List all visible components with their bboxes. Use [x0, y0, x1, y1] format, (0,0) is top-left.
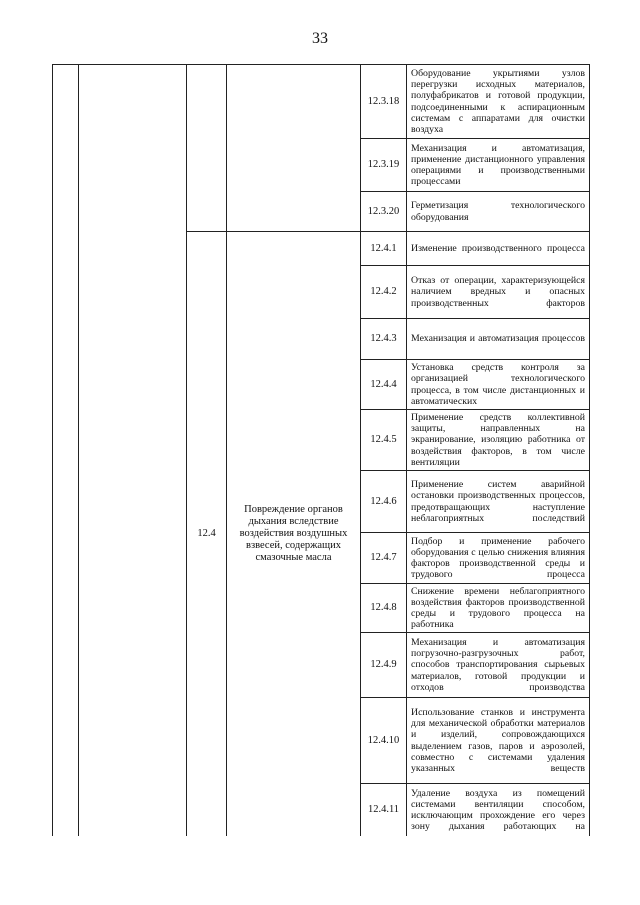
measure-text: Снижение времени неблагоприятного воздействия факторов производственной среды и трудового процесса на работника: [411, 585, 585, 631]
hazard-code-cell: 12.4: [197, 528, 216, 539]
measure-cell: [407, 533, 589, 583]
code-cell: 12.4.6: [370, 495, 397, 507]
code-cell: 12.4.10: [367, 734, 400, 746]
measure-cell: [407, 698, 589, 783]
measure-text: Механизация и автоматизация, применение дистанционного управления операциями и производственными процессами: [411, 142, 585, 188]
measure-text: Удаление воздуха из помещений системами вентиляции способом, исключающим прохождение его через зону дыхания работающих на: [411, 787, 585, 833]
measure-text: Механизация и автоматизация погрузочно-разгрузочных работ, способов транспортирования сырьевых материалов, готовой продукции и отходов производства: [411, 636, 585, 693]
code-cell: 12.3.20: [367, 205, 400, 217]
measure-cell: [407, 319, 589, 359]
code-cell: 12.4.8: [370, 602, 397, 613]
measure-cell: [407, 65, 589, 138]
code-cell: 12.4.1: [370, 242, 397, 254]
measure-text: Применение систем аварийной остановки производственных процессов, предотвращающих наступление неблагоприятных последствий: [411, 479, 585, 524]
page-number: 33: [312, 30, 328, 47]
measure-cell: [407, 584, 589, 632]
measure-text: Использование станков и инструмента для механической обработки материалов и изделий, сопровождающихся выделением газов, паров и аэрозолей, совместно с системами удаления указанных веществ: [411, 706, 585, 774]
code-cell: 12.4.9: [370, 659, 397, 670]
code-cell: 12.4.5: [370, 434, 397, 445]
measure-cell: [407, 266, 589, 318]
code-cell: 12.4.3: [370, 333, 397, 344]
code-cell: 12.4.4: [370, 378, 397, 390]
table-border-right: [589, 64, 590, 836]
code-cell: 12.4.11: [367, 804, 400, 815]
measure-text: Изменение производственного процесса: [411, 242, 585, 254]
hazard-description-cell: Повреждение органов дыхания вследствие воздействия воздушных взвесей, содержащих смазочные масла: [239, 504, 348, 563]
measure-cell: [407, 360, 589, 409]
table-col-divider-1: [78, 64, 79, 836]
measure-text: Механизация и автоматизация процессов: [411, 333, 585, 345]
measure-cell: [407, 139, 589, 191]
measure-text: Применение средств коллективной защиты, направленных на экранирование, изоляцию работника от воздействия факторов, в том числе вентиляции: [411, 411, 585, 468]
measure-cell: [407, 784, 589, 836]
code-cell: 12.3.18: [367, 95, 400, 107]
measure-text: Отказ от операции, характеризующейся наличием вредных и опасных производственных факторов: [411, 275, 585, 309]
measure-text: Герметизация технологического оборудования: [411, 200, 585, 223]
measure-cell: [407, 471, 589, 532]
measure-cell: [407, 232, 589, 265]
measure-cell: [407, 410, 589, 470]
measure-text: Оборудование укрытиями узлов перегрузки исходных материалов, полуфабрикатов и готовой продукции, подсоединенными к аспирационным системам с аппаратами для очистки воздуха: [411, 67, 585, 135]
code-cell: 12.4.2: [370, 286, 397, 297]
measure-cell: [407, 633, 589, 697]
table-border-left: [52, 64, 53, 836]
measure-text: Установка средств контроля за организацией технологического процесса, в том числе дистанционных и автоматических: [411, 362, 585, 407]
measure-cell: [407, 192, 589, 231]
code-cell: 12.3.19: [367, 159, 400, 170]
code-cell: 12.4.7: [370, 552, 397, 563]
measure-text: Подбор и применение рабочего оборудования с целью снижения влияния факторов производственной среды и трудового процесса: [411, 535, 585, 581]
